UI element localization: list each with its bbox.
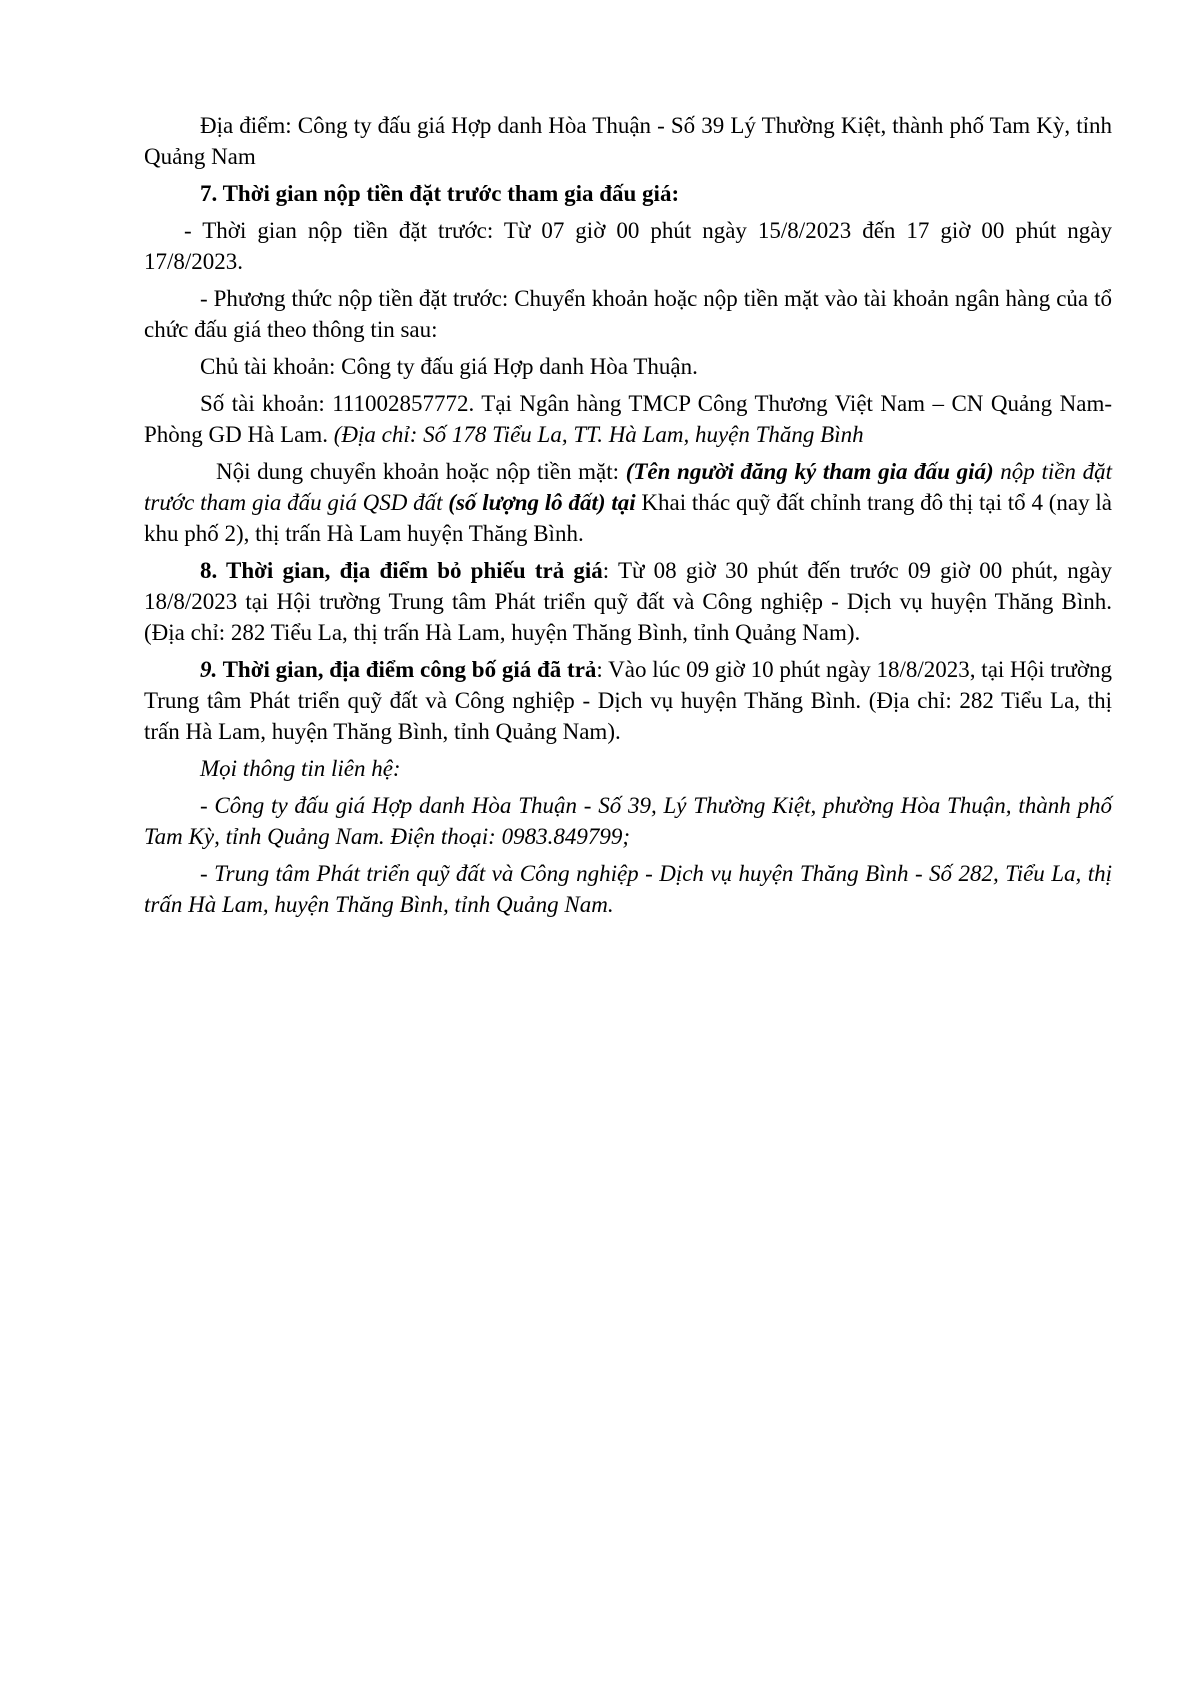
section-9-number: 9. (200, 657, 218, 682)
transfer-qty-text: (số lượng lô đất) tại (448, 490, 636, 515)
transfer-italic-text: nộp tiền đặt trước tham gia đấu giá QSD đất (144, 459, 1112, 515)
deposit-time-paragraph: - Thời gian nộp tiền đặt trước: Từ 07 giờ 00 phút ngày 15/8/2023 đến 17 giờ 00 phút ngày 17/8/2023. (144, 218, 1112, 274)
transfer-name-text: (Tên người đăng ký tham gia đấu giá) (625, 459, 994, 484)
transfer-suffix-text: Khai thác quỹ đất chỉnh trang đô thị tại tổ 4 (nay là khu phố 2), thị trấn Hà Lam huyện Thăng Bình. (144, 490, 1112, 546)
transfer-prefix-text: Nội dung chuyển khoản hoặc nộp tiền mặt: (216, 459, 626, 484)
location-paragraph: Địa điểm: Công ty đấu giá Hợp danh Hòa Thuận - Số 39 Lý Thường Kiệt, thành phố Tam Kỳ, tỉnh Quảng Nam (144, 113, 1112, 169)
account-number-text: Số tài khoản: 111002857772. Tại Ngân hàng TMCP Công Thương Việt Nam – CN Quảng Nam- Phòng GD Hà Lam. (144, 391, 1112, 447)
account-holder-paragraph: Chủ tài khoản: Công ty đấu giá Hợp danh Hòa Thuận. (200, 354, 698, 379)
contact-line-2: - Trung tâm Phát triển quỹ đất và Công nghiệp - Dịch vụ huyện Thăng Bình - Số 282, Tiểu La, thị trấn Hà Lam, huyện Thăng Bình, tỉnh Quảng Nam. (144, 861, 1112, 917)
contact-heading: Mọi thông tin liên hệ: (200, 756, 401, 781)
document-body (144, 110, 1112, 926)
section-8-paragraph (144, 555, 1112, 648)
account-address-text: (Địa chỉ: Số 178 Tiểu La, TT. Hà Lam, huyện Thăng Bình (333, 422, 864, 447)
account-number-paragraph (144, 388, 1112, 450)
contact-line-1: - Công ty đấu giá Hợp danh Hòa Thuận - Số 39, Lý Thường Kiệt, phường Hòa Thuận, thành phố Tam Kỳ, tỉnh Quảng Nam. Điện thoại: 0983.849799; (144, 793, 1112, 849)
section-8-heading: 8. Thời gian, địa điểm bỏ phiếu trả giá (200, 558, 603, 583)
section-9-paragraph (144, 654, 1112, 747)
section-9-body: : Vào lúc 09 giờ 10 phút ngày 18/8/2023, tại Hội trường Trung tâm Phát triển quỹ đất và Công nghiệp - Dịch vụ huyện Thăng Bình. (Địa chỉ: 282 Tiểu La, thị trấn Hà Lam, huyện Thăng Bình, tỉnh Quảng Nam). (144, 657, 1112, 744)
deposit-method-paragraph: - Phương thức nộp tiền đặt trước: Chuyển khoản hoặc nộp tiền mặt vào tài khoản ngân hàng của tổ chức đấu giá theo thông tin sau: (144, 286, 1112, 342)
section-9-heading: Thời gian, địa điểm công bố giá đã trả (217, 657, 597, 682)
section-7-heading: 7. Thời gian nộp tiền đặt trước tham gia đấu giá: (200, 181, 680, 206)
transfer-content-paragraph (144, 456, 1112, 549)
section-8-body: : Từ 08 giờ 30 phút đến trước 09 giờ 00 phút, ngày 18/8/2023 tại Hội trường Trung tâm Phát triển quỹ đất và Công nghiệp - Dịch vụ huyện Thăng Bình. (Địa chỉ: 282 Tiểu La, thị trấn Hà Lam, huyện Thăng Bình, tỉnh Quảng Nam). (144, 558, 1112, 645)
